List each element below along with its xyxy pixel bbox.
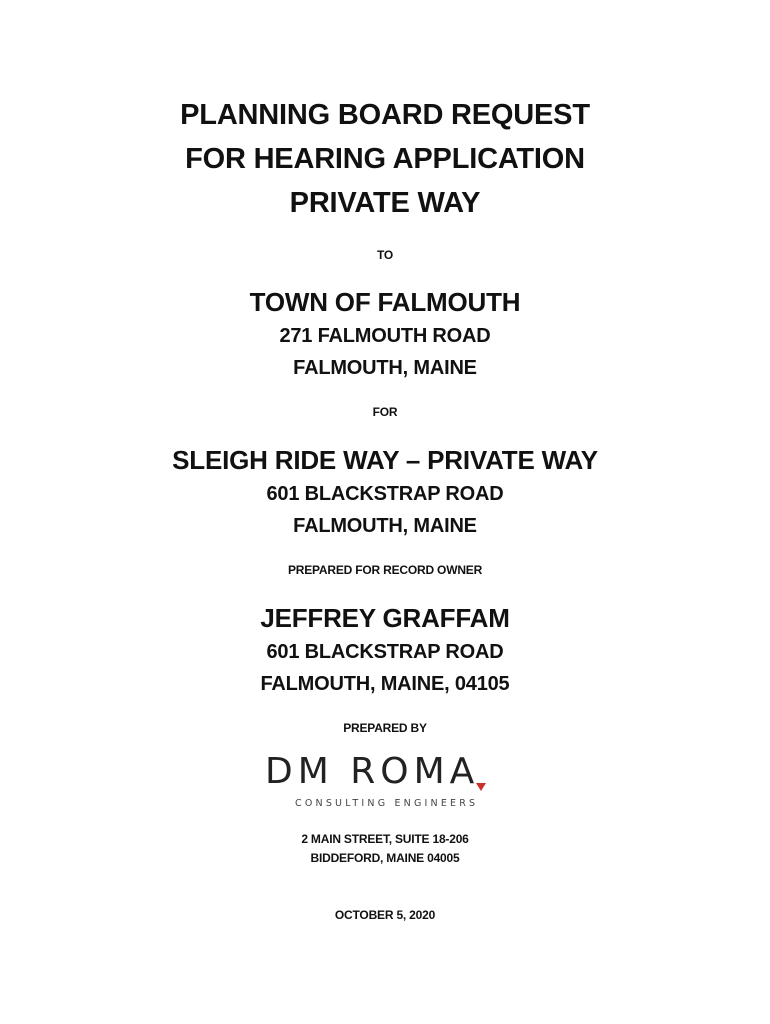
project-address-line-1: 601 BLACKSTRAP ROAD <box>266 483 504 505</box>
owner-address-line-1: 601 BLACKSTRAP ROAD <box>266 641 504 663</box>
to-label: TO <box>376 248 394 262</box>
logo-mark <box>265 752 505 814</box>
owner-address-line-2: FALMOUTH, MAINE, 04105 <box>260 673 510 695</box>
prepared-by-label: PREPARED BY <box>343 721 427 735</box>
document-date: OCTOBER 5, 2020 <box>334 908 436 922</box>
prepared-for-label: PREPARED FOR RECORD OWNER <box>287 563 483 577</box>
logo-triangle-accent <box>476 783 486 791</box>
logo-tagline: CONSULTING ENGINEERS <box>295 798 479 809</box>
document-title-line-2: FOR HEARING APPLICATION <box>185 143 585 175</box>
owner-name: JEFFREY GRAFFAM <box>260 603 510 633</box>
document-title-line-1: PLANNING BOARD REQUEST <box>180 99 590 131</box>
project-name: SLEIGH RIDE WAY – PRIVATE WAY <box>172 445 598 475</box>
recipient-address-line-1: 271 FALMOUTH ROAD <box>279 325 491 347</box>
recipient-name: TOWN OF FALMOUTH <box>249 287 521 317</box>
preparer-address-line-2: BIDDEFORD, MAINE 04005 <box>310 851 460 865</box>
dm-roma-logo <box>0 752 770 814</box>
project-address-line-2: FALMOUTH, MAINE <box>293 515 477 537</box>
document-title-line-3: PRIVATE WAY <box>289 187 481 219</box>
logo-wordmark: DM ROMA <box>265 751 480 792</box>
preparer-address-line-1: 2 MAIN STREET, SUITE 18-206 <box>301 832 469 846</box>
recipient-address-line-2: FALMOUTH, MAINE <box>293 357 477 379</box>
for-label: FOR <box>372 405 398 419</box>
